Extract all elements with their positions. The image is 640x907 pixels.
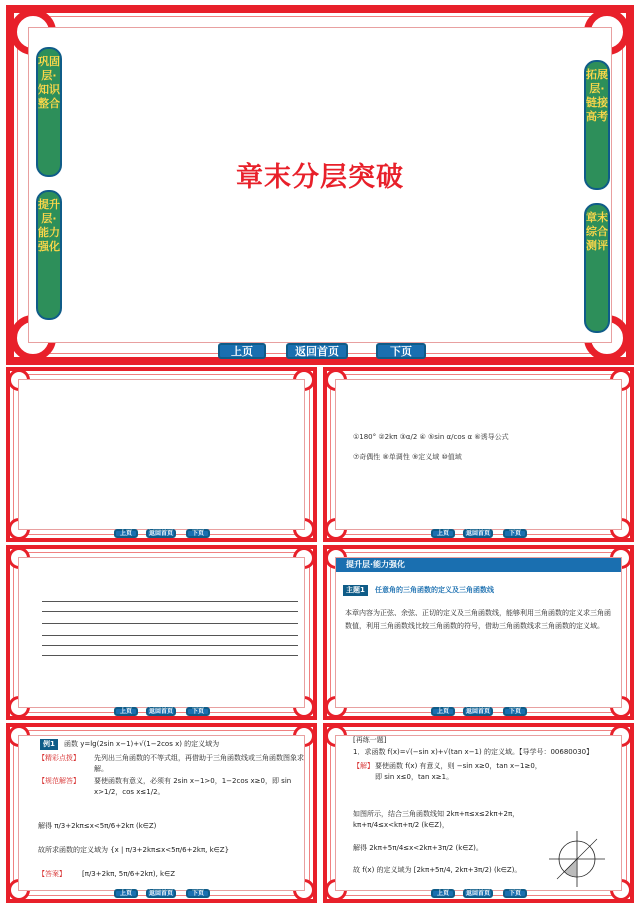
example-label: 例1: [40, 739, 58, 750]
example-question: 函数 y=lg(2sin x−1)+√(1−2cos x) 的定义域为: [64, 740, 220, 748]
note-line: [42, 635, 298, 636]
prev-page-button[interactable]: 上页: [114, 889, 138, 898]
slide-inner: [18, 557, 305, 708]
answer-label: 【答案】: [38, 870, 66, 878]
tab-extend[interactable]: 拓展层·链接高考: [584, 60, 610, 190]
slide-notes: [6, 545, 317, 720]
prev-page-button[interactable]: 上页: [431, 529, 455, 538]
solution-step-3: 故所求函数的定义域为 {x | π/3+2kπ≤x<5π/6+2kπ, k∈Z}: [38, 846, 230, 854]
next-page-button[interactable]: 下页: [186, 707, 210, 716]
hint-label: 【精彩点拨】: [38, 754, 80, 762]
prev-page-button[interactable]: 上页: [431, 889, 455, 898]
tab-consolidate[interactable]: 巩固层·知识整合: [36, 47, 62, 177]
tab-test[interactable]: 章末综合测评: [584, 203, 610, 333]
solution-text: 要使函数 f(x) 有意义，则 −sin x≥0，tan x−1≥0，即 sin x≤0，tan x≥1。: [375, 762, 542, 781]
topic-label: 主题1: [343, 585, 368, 596]
home-button[interactable]: 返回首页: [146, 707, 176, 716]
prev-page-button[interactable]: 上页: [114, 529, 138, 538]
tab-improve[interactable]: 提升层·能力强化: [36, 190, 62, 320]
prev-page-button[interactable]: 上页: [218, 343, 266, 359]
note-line: [42, 601, 298, 602]
unit-circle-diagram: [547, 829, 607, 889]
home-button[interactable]: 返回首页: [146, 889, 176, 898]
cover-slide: [6, 5, 634, 365]
topic-paragraph: 本章内容为正弦、余弦、正切的定义及三角函数线，能够利用三角函数的定义求三角函数值，利用三角函数线比较三角函数的符号，借助三角函数线求三角函数的定义域。: [345, 609, 611, 630]
slide-topic: [323, 545, 634, 720]
home-button[interactable]: 返回首页: [463, 889, 493, 898]
solution-step-2: 如图所示，结合三角函数线知 2kπ+π≤x≤2kπ+2π，kπ+π/4≤x<kπ+π/2 (k∈Z)，: [353, 810, 520, 829]
note-line: [42, 645, 298, 646]
note-line: [42, 623, 298, 624]
hint-text: 先列出三角函数的不等式组，再借助于三角函数线或三角函数图象求解。: [94, 754, 304, 773]
prev-page-button[interactable]: 上页: [431, 707, 455, 716]
solution-step-2: 解得 π/3+2kπ≤x<5π/6+2kπ (k∈Z): [38, 822, 157, 830]
practice-label: [再练一题]: [353, 736, 387, 744]
next-page-button[interactable]: 下页: [186, 889, 210, 898]
slide-blank-1: [6, 367, 317, 542]
answer-text: [π/3+2kπ, 5π/6+2kπ), k∈Z: [82, 870, 175, 878]
note-line: [42, 611, 298, 612]
answer-line-1: ①180° ②2kπ ③α/2 ④ ⑤sin α/cos α ⑥诱导公式: [353, 433, 509, 441]
answer-line-2: ⑦奇偶性 ⑧单调性 ⑨定义域 ⑩值域: [353, 453, 462, 461]
solution-label: 【规范解答】: [38, 777, 80, 785]
slide-answers: [323, 367, 634, 542]
home-button[interactable]: 返回首页: [146, 529, 176, 538]
next-page-button[interactable]: 下页: [503, 889, 527, 898]
home-button[interactable]: 返回首页: [463, 707, 493, 716]
solution-step-4: 故 f(x) 的定义域为 [2kπ+5π/4, 2kπ+3π/2) (k∈Z)。: [353, 866, 522, 874]
solution-text: 要使函数有意义，必须有 2sin x−1>0，1−2cos x≥0，即 sin x>1/2，cos x≤1/2。: [94, 777, 292, 796]
slide-practice: [323, 723, 634, 903]
home-button[interactable]: 返回首页: [463, 529, 493, 538]
next-page-button[interactable]: 下页: [376, 343, 426, 359]
next-page-button[interactable]: 下页: [503, 707, 527, 716]
slide-inner: [18, 379, 305, 530]
solution-step-3: 解得 2kπ+5π/4≤x<2kπ+3π/2 (k∈Z)。: [353, 844, 483, 852]
next-page-button[interactable]: 下页: [503, 529, 527, 538]
slide-example: [6, 723, 317, 903]
topic-title: 任意角的三角函数的定义及三角函数线: [375, 586, 494, 594]
solution-label: 【解】: [353, 762, 374, 770]
section-band: 提升层·能力强化: [336, 558, 621, 572]
prev-page-button[interactable]: 上页: [114, 707, 138, 716]
page-title: 章末分层突破: [236, 162, 404, 193]
next-page-button[interactable]: 下页: [186, 529, 210, 538]
note-line: [42, 655, 298, 656]
practice-question: 1．求函数 f(x)=√(−sin x)+√(tan x−1) 的定义域。【导学号：00680030】: [353, 748, 594, 756]
home-button[interactable]: 返回首页: [286, 343, 348, 359]
